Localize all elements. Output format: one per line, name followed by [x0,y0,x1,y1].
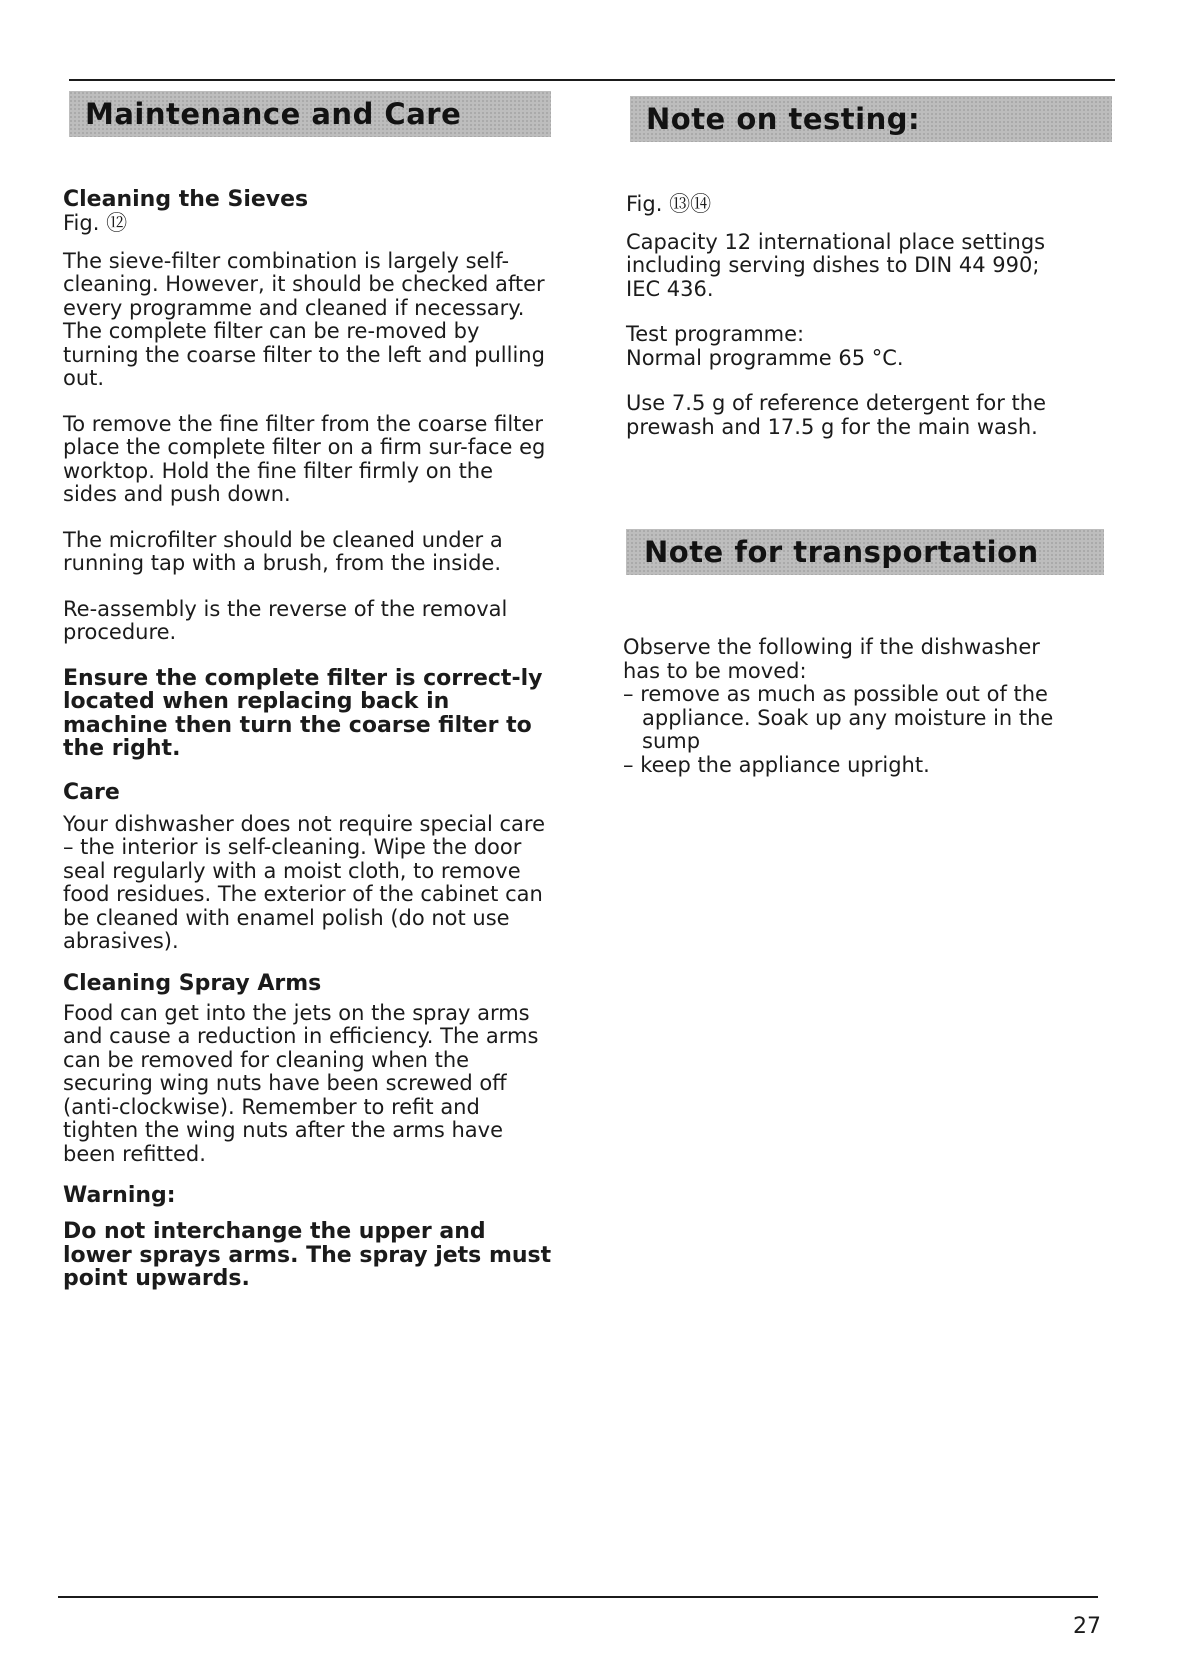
sieves-bold-note: Ensure the complete filter is correct-ly located when replacing back in machine then turn the coarse filter to the right. [63,665,543,761]
warning-text: Do not interchange the upper and lower sprays arms. The spray jets must point upwards. [63,1219,552,1291]
testing-capacity: Capacity 12 international place settings including serving dishes to DIN 44 990; IEC 436. [626,229,1046,301]
top-rule [69,79,1115,81]
left-column [63,188,553,1291]
transportation-banner: Note for transportation [626,529,1104,575]
page-number: 27 [1073,1614,1101,1639]
spray-arms-paragraph: Food can get into the jets on the spray arms and cause a reduction in efficiency. The arms can be removed for cleaning when the securing wing nuts have been screwed off (anti-clockwise). Remember to refit and tighten the wing nuts after the arms have been refitted. [63,1000,539,1166]
sieves-paragraph-2: To remove the fine filter from the coarse filter place the complete filter on a firm sur-face eg worktop. Hold the fine filter firmly on the sides and push down. [63,411,546,506]
care-paragraph: Your dishwasher does not require special care – the interior is self-cleaning. Wipe the door seal regularly with a moist cloth, to remove food residues. The exterior of the cabinet can be cleaned with enamel polish (do not use abrasives). [63,811,546,953]
testing-programme-label: Test programme: [626,322,805,346]
sieves-heading: Cleaning the Sieves [63,187,309,212]
sieves-paragraph-4: Re-assembly is the reverse of the removal procedure. [63,596,508,644]
sieves-paragraph-1: The sieve-filter combination is largely self-cleaning. However, it should be checked after every programme and cleaned if necessary. The complete filter can be re-moved by turning the coarse filter to the left and pulling out. [63,248,545,390]
transport-item: – remove as much as possible out of the appliance. Soak up any moisture in the sump [623,683,1078,754]
bottom-rule [58,1596,1098,1598]
care-heading: Care [63,779,120,805]
testing-programme-value: Normal programme 65 °C. [626,345,904,370]
testing-detergent: Use 7.5 g of reference detergent for the prewash and 17.5 g for the main wash. [626,391,1046,439]
right-column-transport [623,636,1078,777]
maintenance-banner: Maintenance and Care [69,91,551,137]
testing-banner: Note on testing: [630,96,1112,142]
sieves-fig-ref: Fig. ⑫ [63,211,128,235]
testing-fig-ref: Fig. ⑬⑭ [626,192,712,216]
sieves-paragraph-3: The microfilter should be cleaned under a running tap with a brush, from the inside. [63,527,503,575]
transport-list [623,683,1078,777]
transport-intro: Observe the following if the dishwasher has to be moved: [623,635,1040,683]
spray-arms-heading: Cleaning Spray Arms [63,970,322,996]
transport-item: – keep the appliance upright. [623,754,1078,778]
warning-heading: Warning: [63,1183,176,1208]
right-column-testing [626,193,1076,461]
